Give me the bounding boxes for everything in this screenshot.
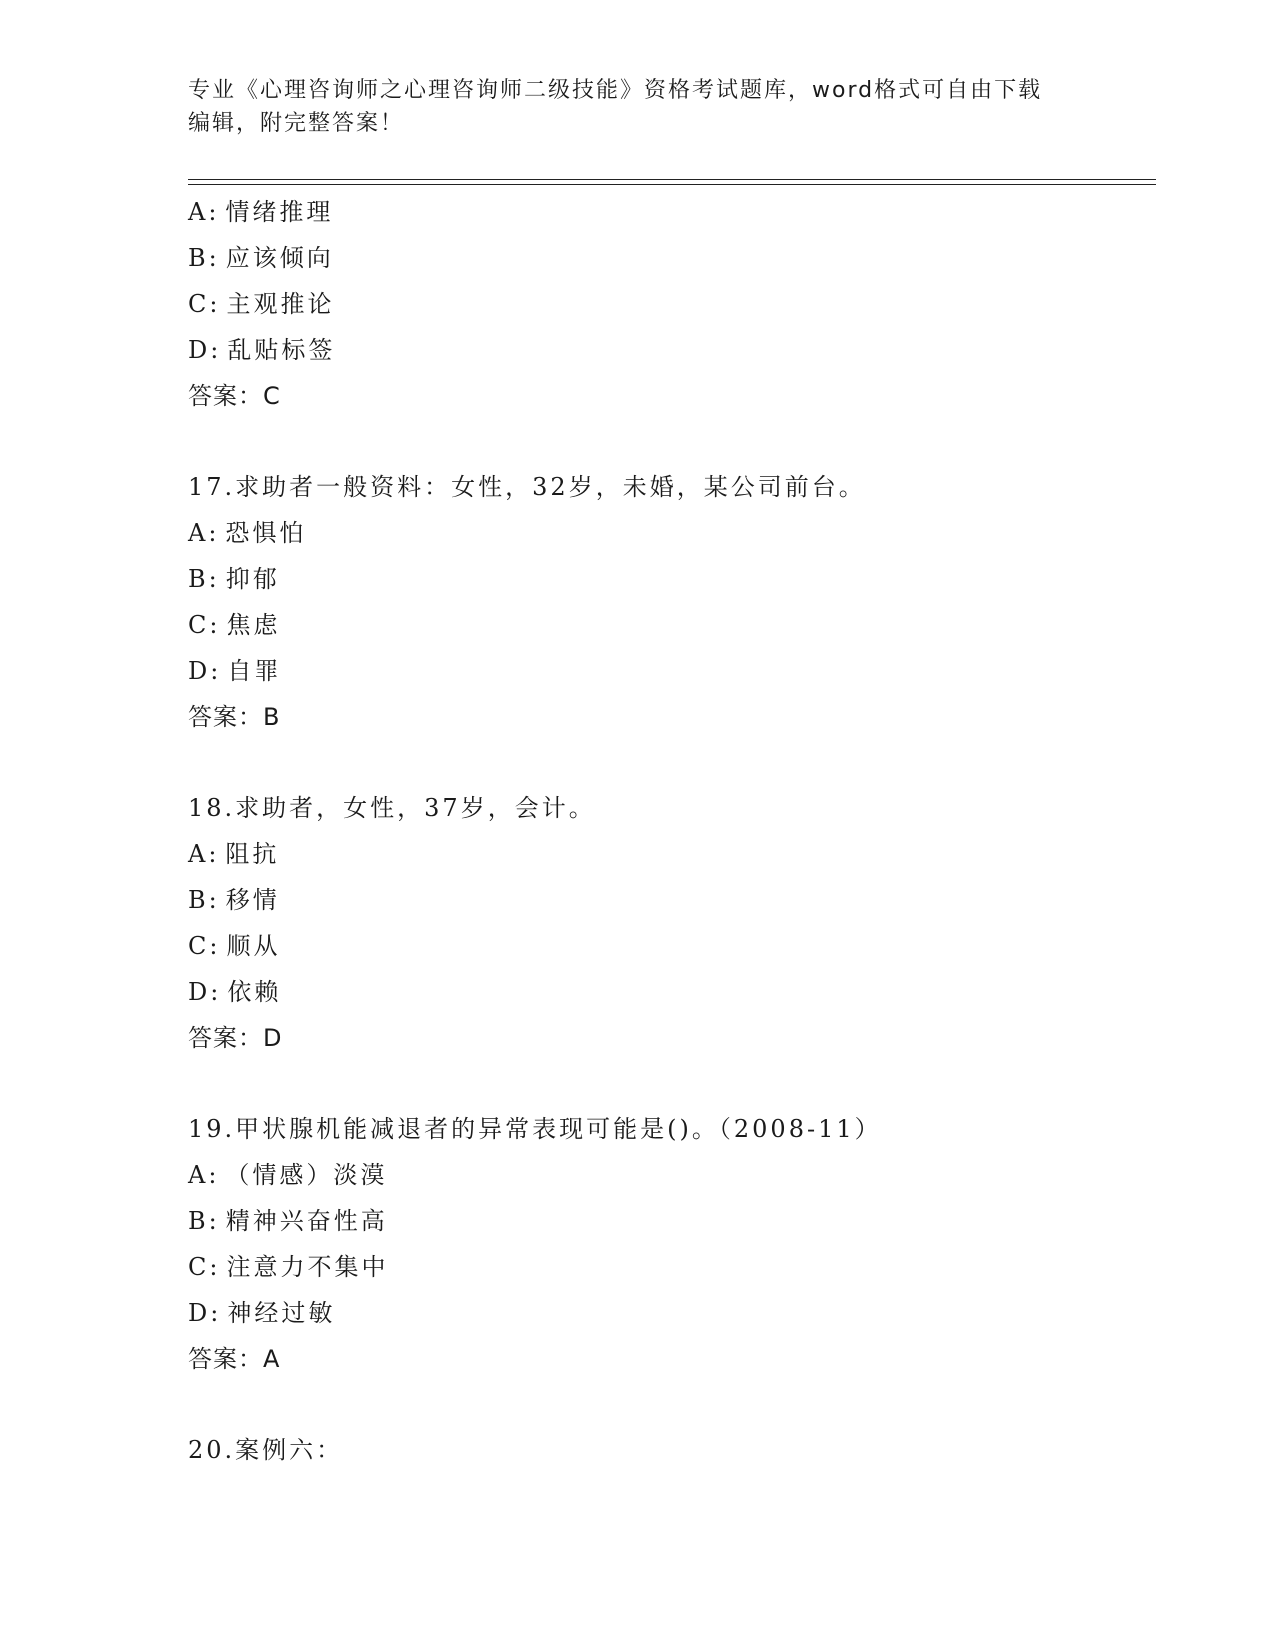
question-list: [188, 189, 1148, 1473]
answer-text: 答案：A: [188, 1345, 281, 1373]
option-label: D:: [188, 336, 222, 364]
header-rule-top: [188, 179, 1156, 180]
option-text: 情绪推理: [225, 198, 334, 226]
option-text: 依赖: [227, 978, 282, 1006]
option-label: D:: [188, 657, 222, 685]
option-label: B:: [188, 1207, 220, 1235]
option-text: 抑郁: [225, 565, 280, 593]
option-label: A:: [188, 840, 220, 868]
option-row: [188, 1152, 1148, 1198]
option-row: [188, 556, 1148, 602]
answer-text: 答案：D: [188, 1024, 283, 1052]
option-text: 主观推论: [226, 290, 335, 318]
option-label: A:: [188, 1161, 220, 1189]
document-header: [188, 74, 1088, 140]
option-label: D:: [188, 1299, 222, 1327]
option-row: [188, 1198, 1148, 1244]
option-text: （情感）淡漠: [225, 1161, 388, 1189]
option-text: 注意力不集中: [226, 1253, 389, 1281]
header-rule-bottom: [188, 184, 1156, 185]
option-row: [188, 831, 1148, 877]
option-text: 顺从: [226, 932, 281, 960]
option-row: [188, 877, 1148, 923]
option-row: [188, 281, 1148, 327]
option-label: D:: [188, 978, 222, 1006]
answer-text: 答案：C: [188, 382, 281, 410]
question-text: 19.甲状腺机能减退者的异常表现可能是()。（2008-11）: [188, 1115, 882, 1143]
option-text: 焦虑: [226, 611, 281, 639]
option-label: C:: [188, 611, 221, 639]
option-label: A:: [188, 198, 220, 226]
option-text: 自罪: [227, 657, 282, 685]
option-label: A:: [188, 519, 220, 547]
block-gap: [188, 740, 1148, 785]
option-row: [188, 1290, 1148, 1336]
answer-text: 答案：B: [188, 703, 281, 731]
option-label: B:: [188, 244, 220, 272]
option-text: 移情: [225, 886, 280, 914]
option-text: 精神兴奋性高: [225, 1207, 388, 1235]
option-row: [188, 235, 1148, 281]
option-label: B:: [188, 565, 220, 593]
option-text: 阻抗: [225, 840, 280, 868]
option-label: C:: [188, 290, 221, 318]
block-gap: [188, 419, 1148, 464]
option-text: 恐惧怕: [225, 519, 307, 547]
option-label: B:: [188, 886, 220, 914]
option-label: C:: [188, 932, 221, 960]
option-text: 神经过敏: [227, 1299, 336, 1327]
header-line-2: 编辑，附完整答案！: [188, 111, 405, 136]
block-gap: [188, 1382, 1148, 1427]
question-text: 18.求助者，女性，37岁，会计。: [188, 794, 596, 822]
option-row: [188, 648, 1148, 694]
option-text: 应该倾向: [225, 244, 334, 272]
question-text: 17.求助者一般资料：女性，32岁，未婚，某公司前台。: [188, 473, 866, 501]
option-row: [188, 1244, 1148, 1290]
option-row: [188, 510, 1148, 556]
question-text: 20.案例六：: [188, 1436, 344, 1464]
option-text: 乱贴标签: [227, 336, 336, 364]
option-row: [188, 923, 1148, 969]
block-gap: [188, 1061, 1148, 1106]
option-row: [188, 602, 1148, 648]
option-label: C:: [188, 1253, 221, 1281]
header-line-1: 专业《心理咨询师之心理咨询师二级技能》资格考试题库，word格式可自由下载: [188, 78, 1043, 103]
option-row: [188, 189, 1148, 235]
option-row: [188, 327, 1148, 373]
option-row: [188, 969, 1148, 1015]
